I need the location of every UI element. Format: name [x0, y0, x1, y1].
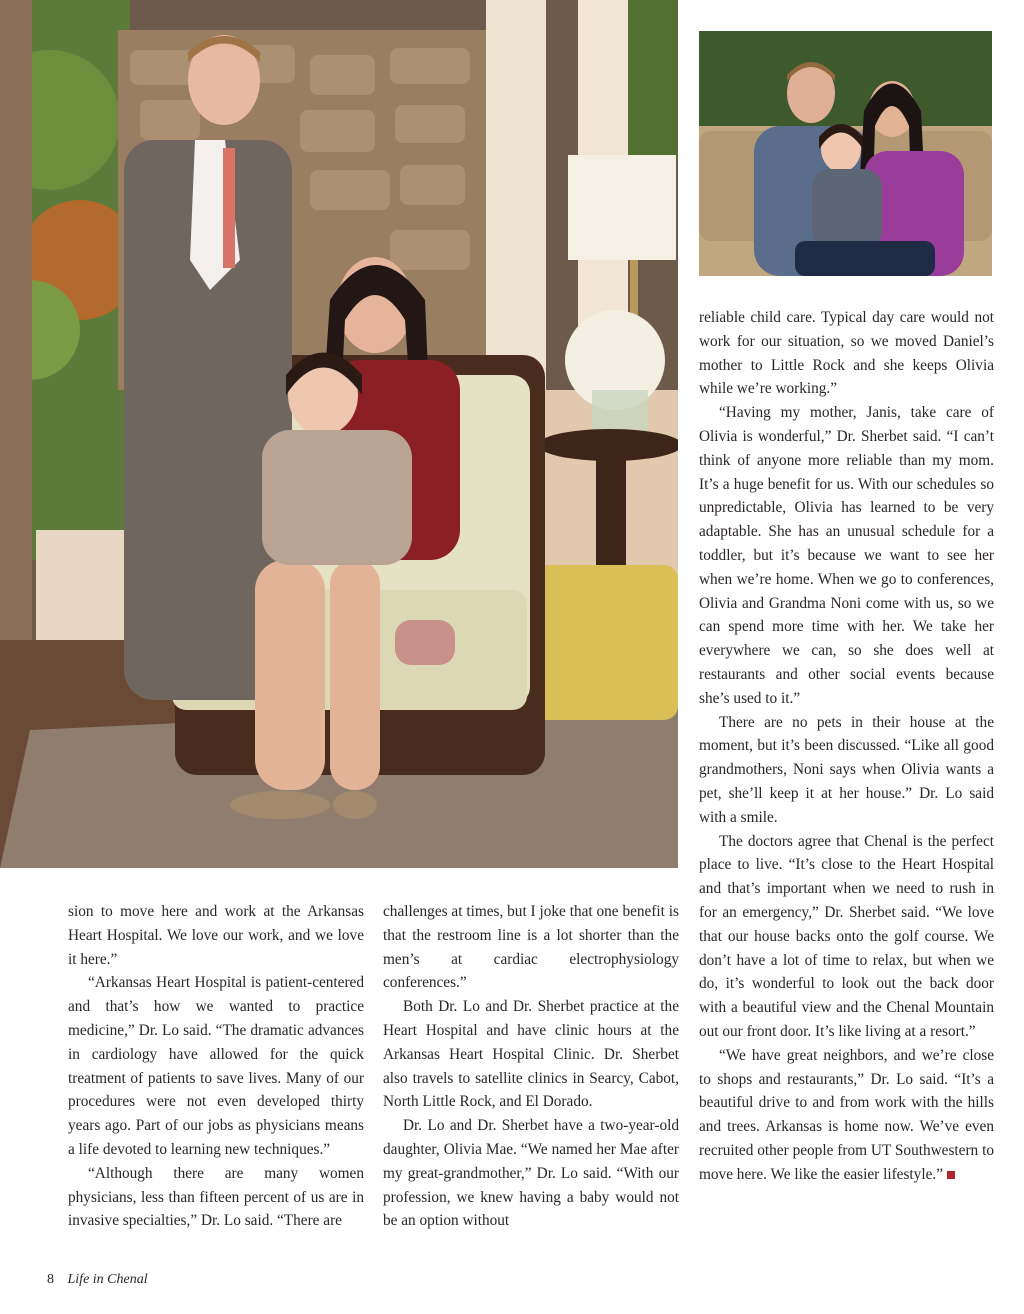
article-column-left: [68, 900, 364, 1233]
paragraph: “Arkansas Heart Hospital is patient-centered and that’s how we wanted to practice medicine,” Dr. Lo said. “The dramatic advances in cardiology have allowed for the quick treatment of patients to save lives. Many of our procedures were not even developed thirty years ago. Part of our jobs as physicians means a life devoted to learning new techniques.”: [68, 974, 364, 1158]
paragraph: Dr. Lo and Dr. Sherbet have a two-year-old daughter, Olivia Mae. “We named her Mae after my great-grandmother,” Dr. Lo said. “With our profession, we knew having a baby would not be an option without: [383, 1117, 679, 1230]
paragraph: There are no pets in their house at the moment, but it’s been discussed. “Like all good grandmothers, Noni says when Olivia wants a pet, she’ll keep it at her house.” Dr. Lo said with a smile.: [699, 713, 994, 826]
inset-family-photo: [699, 31, 992, 276]
page-number: 8: [47, 1272, 54, 1287]
paragraph: challenges at times, but I joke that one benefit is that the restroom line is a lot shorter than the men’s at cardiac electrophysiology conferences.”: [383, 903, 679, 992]
paragraph: reliable child care. Typical day care would not work for our situation, so we moved Daniel’s mother to Little Rock and she keeps Olivia while we’re working.”: [699, 309, 994, 398]
publication-name: Life in Chenal: [67, 1272, 148, 1287]
paragraph: Both Dr. Lo and Dr. Sherbet practice at the Heart Hospital and have clinic hours at the Arkansas Heart Hospital Clinic. Dr. Sherbet also travels to satellite clinics in Searcy, Cabot, North Little Rock, and El Dorado.: [383, 998, 679, 1111]
article-column-right: [699, 306, 994, 1186]
paragraph-text: “We have great neighbors, and we’re close to shops and restaurants,” Dr. Lo said. “It’s a beautiful drive to and from work with the hills and trees. Arkansas is home now. We’ve even recruited other people from UT Southwestern to move here. We like the easier lifestyle.”: [699, 1046, 994, 1183]
paragraph: The doctors agree that Chenal is the perfect place to live. “It’s close to the Heart Hospital and that’s important when we need to rush in for an emergency,” Dr. Sherbet said. “We love that our house backs onto the golf course. We don’t have a lot of time to relax, but when we do, it’s wonderful to look out the back door with a beautiful view and the Chenal Mountain out our front door. It’s like living at a resort.”: [699, 832, 994, 1040]
main-photo-illustration: [0, 0, 678, 868]
article-column-middle: [383, 900, 679, 1233]
page-footer: [47, 1272, 148, 1288]
paragraph: “Having my mother, Janis, take care of Olivia is wonderful,” Dr. Sherbet said. “I can’t think of anyone more reliable than my mom. It’s a huge benefit for us. With our schedules so unpredictable, Olivia has learned to be very adaptable. She has an unusual schedule for a toddler, but it’s because we want to see her when we’re home. When we go to conferences, Olivia and Grandma Noni come with us, so we can spend more time with her. We take her everywhere we can, so she does well at restaurants and other social events because she’s used to it.”: [699, 404, 994, 707]
main-family-photo: [0, 0, 678, 868]
inset-photo-illustration: [699, 31, 992, 276]
final-paragraph: [699, 1044, 994, 1187]
paragraph: “Although there are many women physicians, less than fifteen percent of us are in invasive specialties,” Dr. Lo said. “There are: [68, 1164, 364, 1230]
paragraph: sion to move here and work at the Arkansas Heart Hospital. We love our work, and we love it here.”: [68, 903, 364, 968]
end-of-article-mark: [947, 1171, 955, 1179]
